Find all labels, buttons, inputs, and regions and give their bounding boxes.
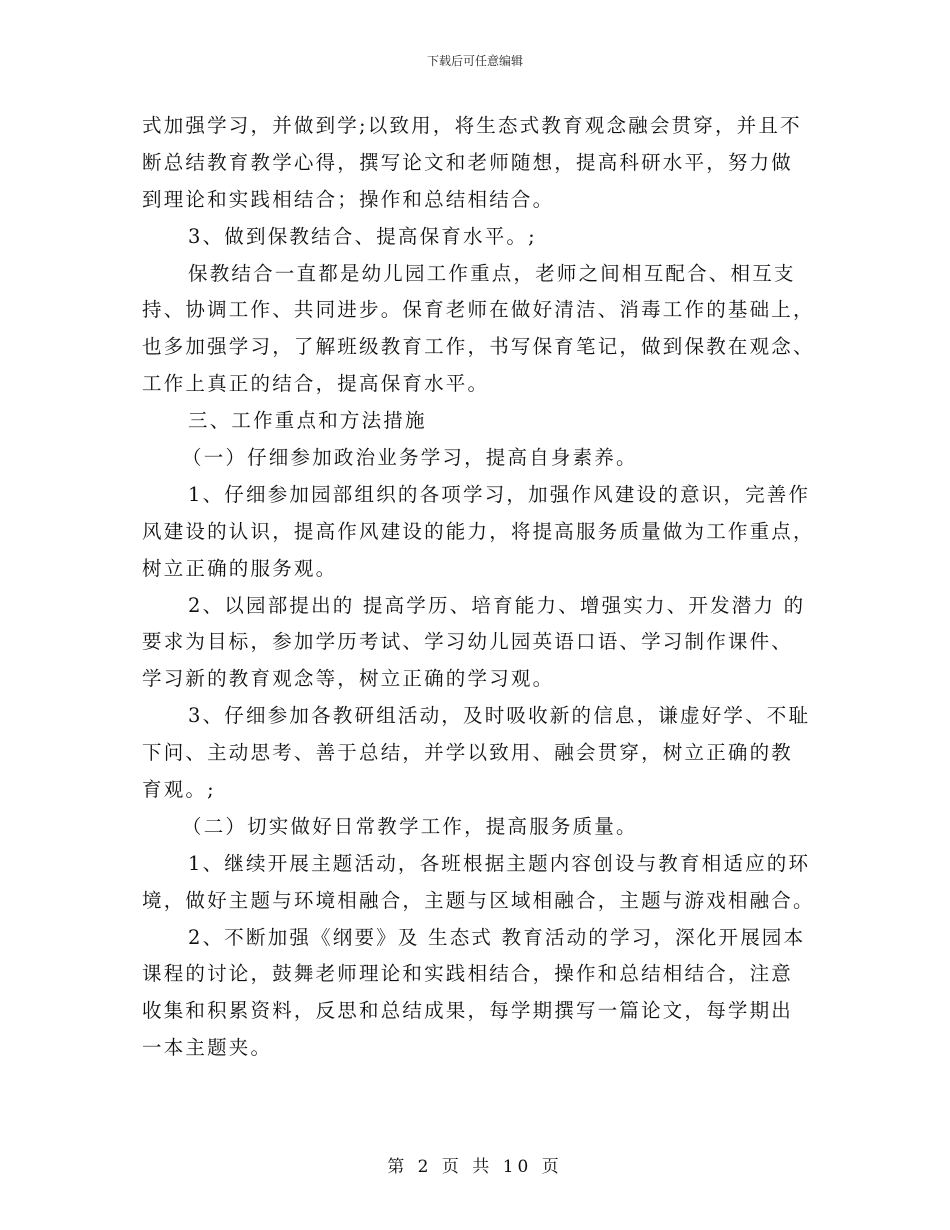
text-line: 持、协调工作、共同进步。保育老师在做好清洁、消毒工作的基础上，	[142, 298, 815, 322]
text-line: 学习新的教育观念等，树立正确的学习观。	[142, 667, 555, 691]
text-line: 育观。;	[142, 778, 216, 802]
text-line: 2、不断加强《纲要》及 生态式 教育活动的学习，深化开展园本	[188, 925, 806, 949]
page-number: 第 2 页 共 10 页	[387, 1157, 563, 1177]
section-heading: 三、工作重点和方法措施	[188, 409, 427, 433]
text-line: 境，做好主题与环境相融合，主题与区域相融合，主题与游戏相融合。	[142, 888, 815, 912]
text-line: 1、继续开展主题活动，各班根据主题内容创设与教育相适应的环	[188, 851, 811, 875]
text-line: 断总结教育教学心得，撰写论文和老师随想，提高科研水平，努力做	[142, 150, 794, 174]
text-line: 保教结合一直都是幼儿园工作重点，老师之间相互配合、相互支	[188, 261, 796, 285]
text-line: 收集和积累资料，反思和总结成果，每学期撰写一篇论文，每学期出	[142, 999, 794, 1023]
text-line: 2、以园部提出的 提高学历、培育能力、增强实力、开发潜力 的	[188, 593, 806, 617]
text-line: 3、做到保教结合、提高保育水平。;	[188, 224, 537, 248]
text-line: 一本主题夹。	[142, 1036, 273, 1060]
text-line: 3、仔细参加各教研组活动，及时吸收新的信息，谦虚好学、不耻	[188, 704, 811, 728]
text-line: 工作上真正的结合，提高保育水平。	[142, 372, 490, 396]
text-line: 1、仔细参加园部组织的各项学习，加强作风建设的意识，完善作	[188, 482, 811, 506]
text-line: 到理论和实践相结合；操作和总结相结合。	[142, 187, 555, 211]
text-line: 也多加强学习，了解班级教育工作，书写保育笔记，做到保教在观念、	[142, 335, 815, 359]
text-line: 要求为目标，参加学历考试、学习幼儿园英语口语、学习制作课件、	[142, 630, 794, 654]
page-header: 下载后可任意编辑	[426, 54, 523, 68]
text-line: 风建设的认识，提高作风建设的能力，将提高服务质量做为工作重点，	[142, 519, 815, 543]
text-line: 课程的讨论，鼓舞老师理论和实践相结合，操作和总结相结合，注意	[142, 962, 794, 986]
subsection-heading: （二）切实做好日常教学工作，提高服务质量。	[182, 814, 638, 838]
text-line: 树立正确的服务观。	[142, 556, 338, 580]
document-body	[142, 108, 815, 1067]
text-line: 下问、主动思考、善于总结，并学以致用、融会贯穿，树立正确的教	[142, 741, 794, 765]
text-line: 式加强学习，并做到学;以致用，将生态式教育观念融会贯穿，并且不	[142, 114, 802, 137]
subsection-heading: （一）仔细参加政治业务学习，提高自身素养。	[182, 446, 638, 470]
